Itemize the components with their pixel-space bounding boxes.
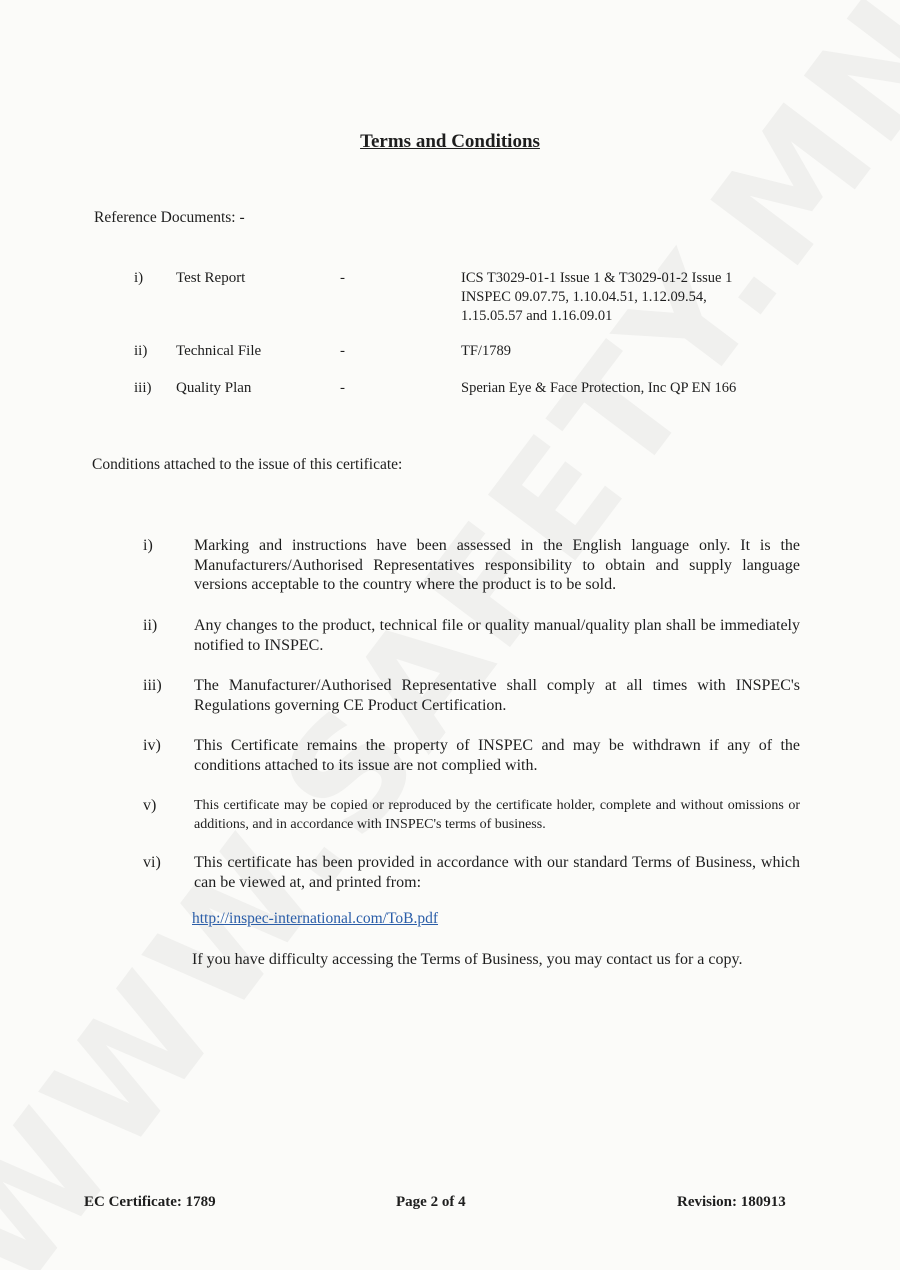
condition-text: Any changes to the product, technical file or quality manual/quality plan shall be immediately notified to INSPEC. bbox=[194, 617, 800, 654]
reference-label: Quality Plan bbox=[176, 380, 252, 396]
condition-text: The Manufacturer/Authorised Representative shall comply at all times with INSPEC's Regulations governing CE Product Certification. bbox=[194, 677, 800, 714]
footer-page-number: Page 2 of 4 bbox=[396, 1194, 466, 1210]
condition-number: iii) bbox=[143, 677, 162, 694]
condition-number: v) bbox=[143, 797, 157, 814]
reference-number: ii) bbox=[134, 343, 148, 359]
condition-text: Marking and instructions have been assessed in the English language only. It is the Manufacturers/Authorised Representatives responsibility to obtain and supply language versions acceptable to the country where the product is to be sold. bbox=[194, 537, 800, 593]
reference-value-line: Sperian Eye & Face Protection, Inc QP EN 166 bbox=[461, 380, 737, 396]
condition-text: This Certificate remains the property of INSPEC and may be withdrawn if any of the conditions attached to its issue are not complied with. bbox=[194, 737, 800, 774]
reference-label: Test Report bbox=[176, 270, 246, 286]
condition-number: vi) bbox=[143, 854, 161, 871]
reference-value-line: INSPEC 09.07.75, 1.10.04.51, 1.12.09.54, bbox=[461, 289, 707, 305]
terms-of-business-link[interactable]: http://inspec-international.com/ToB.pdf bbox=[192, 910, 439, 927]
conditions-heading: Conditions attached to the issue of this certificate: bbox=[92, 456, 403, 473]
contact-note: If you have difficulty accessing the Terms of Business, you may contact us for a copy. bbox=[192, 951, 743, 968]
condition-number: iv) bbox=[143, 737, 161, 754]
condition-text: This certificate has been provided in accordance with our standard Terms of Business, which can be viewed at, and printed from: bbox=[194, 854, 800, 891]
footer-certificate-number: EC Certificate: 1789 bbox=[84, 1194, 216, 1210]
reference-value bbox=[461, 379, 801, 398]
footer-revision: Revision: 180913 bbox=[677, 1194, 786, 1210]
reference-value-line: TF/1789 bbox=[461, 343, 511, 359]
page-title: Terms and Conditions bbox=[360, 131, 540, 152]
condition-text: This certificate may be copied or reproduced by the certificate holder, complete and without omissions or additions, and in accordance with INSPEC's terms of business. bbox=[194, 798, 800, 832]
reference-value-line: ICS T3029-01-1 Issue 1 & T3029-01-2 Issue 1 bbox=[461, 270, 733, 286]
reference-label: Technical File bbox=[176, 343, 262, 359]
reference-number: iii) bbox=[134, 380, 152, 396]
reference-dash: - bbox=[340, 380, 345, 396]
reference-value bbox=[461, 342, 801, 361]
reference-number: i) bbox=[134, 270, 144, 286]
reference-value-line: 1.15.05.57 and 1.16.09.01 bbox=[461, 308, 613, 324]
condition-number: i) bbox=[143, 537, 153, 554]
reference-dash: - bbox=[340, 270, 345, 286]
reference-documents-heading: Reference Documents: - bbox=[94, 209, 245, 226]
reference-dash: - bbox=[340, 343, 345, 359]
reference-value bbox=[461, 269, 801, 326]
condition-number: ii) bbox=[143, 617, 158, 634]
